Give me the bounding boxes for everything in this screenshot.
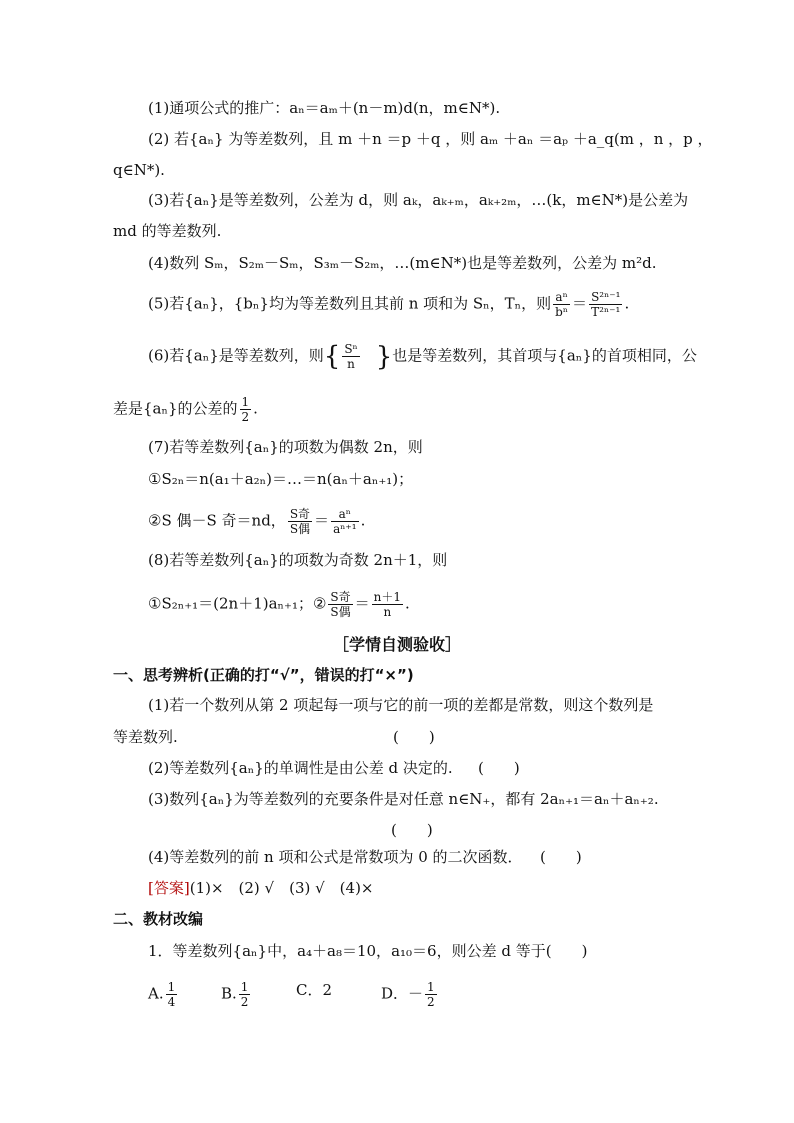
frac-numerator: S奇: [330, 590, 351, 604]
frac-numerator: 1: [427, 980, 435, 994]
frac-numerator: n＋1: [373, 590, 402, 604]
question-1-line-2: 等差数列.: [113, 728, 178, 746]
frac-denominator: T²ⁿ⁻¹: [591, 305, 621, 319]
item-5-fraction-st: [589, 290, 622, 319]
item-6-fraction: [342, 342, 359, 371]
item-6-text-suffix: 也是等差数列，其首项与{aₙ}的首项相同，公: [392, 346, 697, 365]
frac-denominator: bⁿ: [555, 305, 569, 319]
item-5-text: (5)若{aₙ}，{bₙ}均为等差数列且其前 n 项和为 Sₙ，Tₙ，则: [148, 294, 552, 313]
period: .: [405, 594, 410, 613]
frac-denominator: 2: [427, 995, 435, 1009]
frac-denominator: n: [383, 605, 392, 619]
option-a-label: A.: [148, 984, 164, 1003]
period: .: [360, 511, 366, 530]
right-brace-icon: }: [375, 341, 393, 372]
item-6-text: (6)若{aₙ}是等差数列，则: [148, 346, 324, 365]
item-3-line-2: md 的等差数列.: [113, 222, 222, 240]
item-7-sub-1: ①S₂ₙ＝n(a₁＋a₂ₙ)＝…＝n(aₙ＋aₙ₊₁)；: [148, 470, 414, 488]
frac-denominator: n: [347, 357, 355, 371]
period: .: [624, 294, 630, 313]
frac-numerator: 1: [241, 395, 250, 409]
fraction-s-odd-even: [328, 590, 352, 619]
frac-denominator: 2: [240, 995, 249, 1009]
option-d-label: D．－: [381, 984, 424, 1003]
item-6b-fraction: [240, 395, 252, 424]
question-1-answer-blank: ( ): [393, 728, 435, 746]
option-a-fraction: [166, 980, 178, 1009]
fraction-s-odd-even: [288, 507, 312, 536]
answer-line: [148, 878, 374, 898]
fraction-an: [331, 507, 359, 536]
item-2-line-1: (2) 若{aₙ} 为等差数列，且 m ＋n ＝p ＋q ，则 aₘ ＋aₙ ＝aₚ ＋a_q(m ，n ，p ，: [148, 130, 713, 148]
problem-1: 1．等差数列{aₙ}中，a₄＋a₈＝10，a₁₀＝6，则公差 d 等于( ): [148, 942, 588, 960]
item-6-line-1: [148, 342, 697, 371]
frac-numerator: 1: [240, 980, 249, 994]
part-2-title: 二、教材改编: [113, 910, 204, 928]
item-7-sub-2: [148, 507, 365, 536]
fraction-n: [372, 590, 403, 619]
frac-denominator: 2: [241, 410, 250, 424]
item-7-sub-2-text: ②S 偶－S 奇＝nd，: [148, 511, 286, 530]
item-6b-text: 差是{aₙ}的公差的: [113, 399, 238, 418]
item-5: [148, 290, 629, 319]
frac-numerator: Sⁿ: [344, 342, 358, 356]
item-4: (4)数列 Sₘ，S₂ₘ－Sₘ，S₃ₘ－S₂ₘ，…(m∈N*)也是等差数列，公差为 m²d.: [148, 254, 657, 272]
item-3-line-1: (3)若{aₙ}是等差数列，公差为 d，则 aₖ，aₖ₊ₘ，aₖ₊₂ₘ，…(k，m∈N*)是公差为: [148, 191, 689, 209]
question-4: (4)等差数列的前 n 项和公式是常数项为 0 的二次函数．: [148, 848, 523, 866]
answer-text: (1)× (2) √ (3) √ (4)×: [189, 879, 374, 897]
item-5-fraction-ab: [553, 290, 570, 319]
frac-numerator: S²ⁿ⁻¹: [591, 290, 621, 304]
frac-numerator: aⁿ: [553, 290, 570, 305]
question-2: (2)等差数列{aₙ}的单调性是由公差 d 决定的.: [148, 759, 453, 777]
item-2-line-2: q∈N*).: [113, 161, 165, 179]
option-a: [148, 980, 179, 1009]
frac-denominator: S偶: [289, 522, 311, 536]
section-title: ［学情自测验收］: [332, 635, 461, 654]
question-3-answer-blank: ( ): [391, 821, 433, 839]
option-d-fraction: [425, 980, 437, 1009]
option-c: C．2: [296, 981, 333, 999]
frac-denominator: 4: [167, 995, 176, 1009]
item-8-sub-1: [148, 590, 410, 619]
item-6-line-2: [113, 395, 258, 424]
frac-numerator: aⁿ: [331, 507, 359, 522]
option-b-label: B.: [221, 984, 237, 1003]
frac-numerator: S奇: [289, 507, 311, 521]
equals-sign: ＝: [572, 294, 588, 313]
question-3: (3)数列{aₙ}为等差数列的充要条件是对任意 n∈N₊，都有 2aₙ₊₁＝aₙ＋aₙ₊₂.: [148, 790, 659, 808]
item-8-sub-1-text: ①S₂ₙ₊₁＝(2n＋1)aₙ₊₁；②: [148, 594, 327, 613]
option-b-fraction: [239, 980, 251, 1009]
frac-numerator: 1: [167, 980, 176, 994]
frac-denominator: S偶: [330, 605, 351, 619]
item-8: (8)若等差数列{aₙ}的项数为奇数 2n＋1，则: [148, 551, 448, 569]
item-1: (1)通项公式的推广：aₙ＝aₘ＋(n－m)d(n，m∈N*).: [148, 99, 501, 117]
option-b: [221, 980, 252, 1009]
frac-denominator: aⁿ⁺¹: [333, 522, 357, 536]
left-brace-icon: {: [323, 341, 341, 372]
answer-tag: [答案]: [148, 879, 190, 897]
question-1-line-1: (1)若一个数列从第 2 项起每一项与它的前一项的差都是常数，则这个数列是: [148, 696, 654, 714]
item-7: (7)若等差数列{aₙ}的项数为偶数 2n，则: [148, 438, 423, 456]
option-d: [381, 980, 439, 1009]
equals-sign: ＝: [354, 594, 370, 613]
part-1-title: 一、思考辨析(正确的打“√”，错误的打“×”): [113, 666, 414, 684]
equals-sign: ＝: [314, 511, 330, 530]
question-4-answer-blank: ( ): [540, 848, 582, 866]
period: .: [253, 399, 258, 418]
question-2-answer-blank: ( ): [478, 759, 520, 777]
